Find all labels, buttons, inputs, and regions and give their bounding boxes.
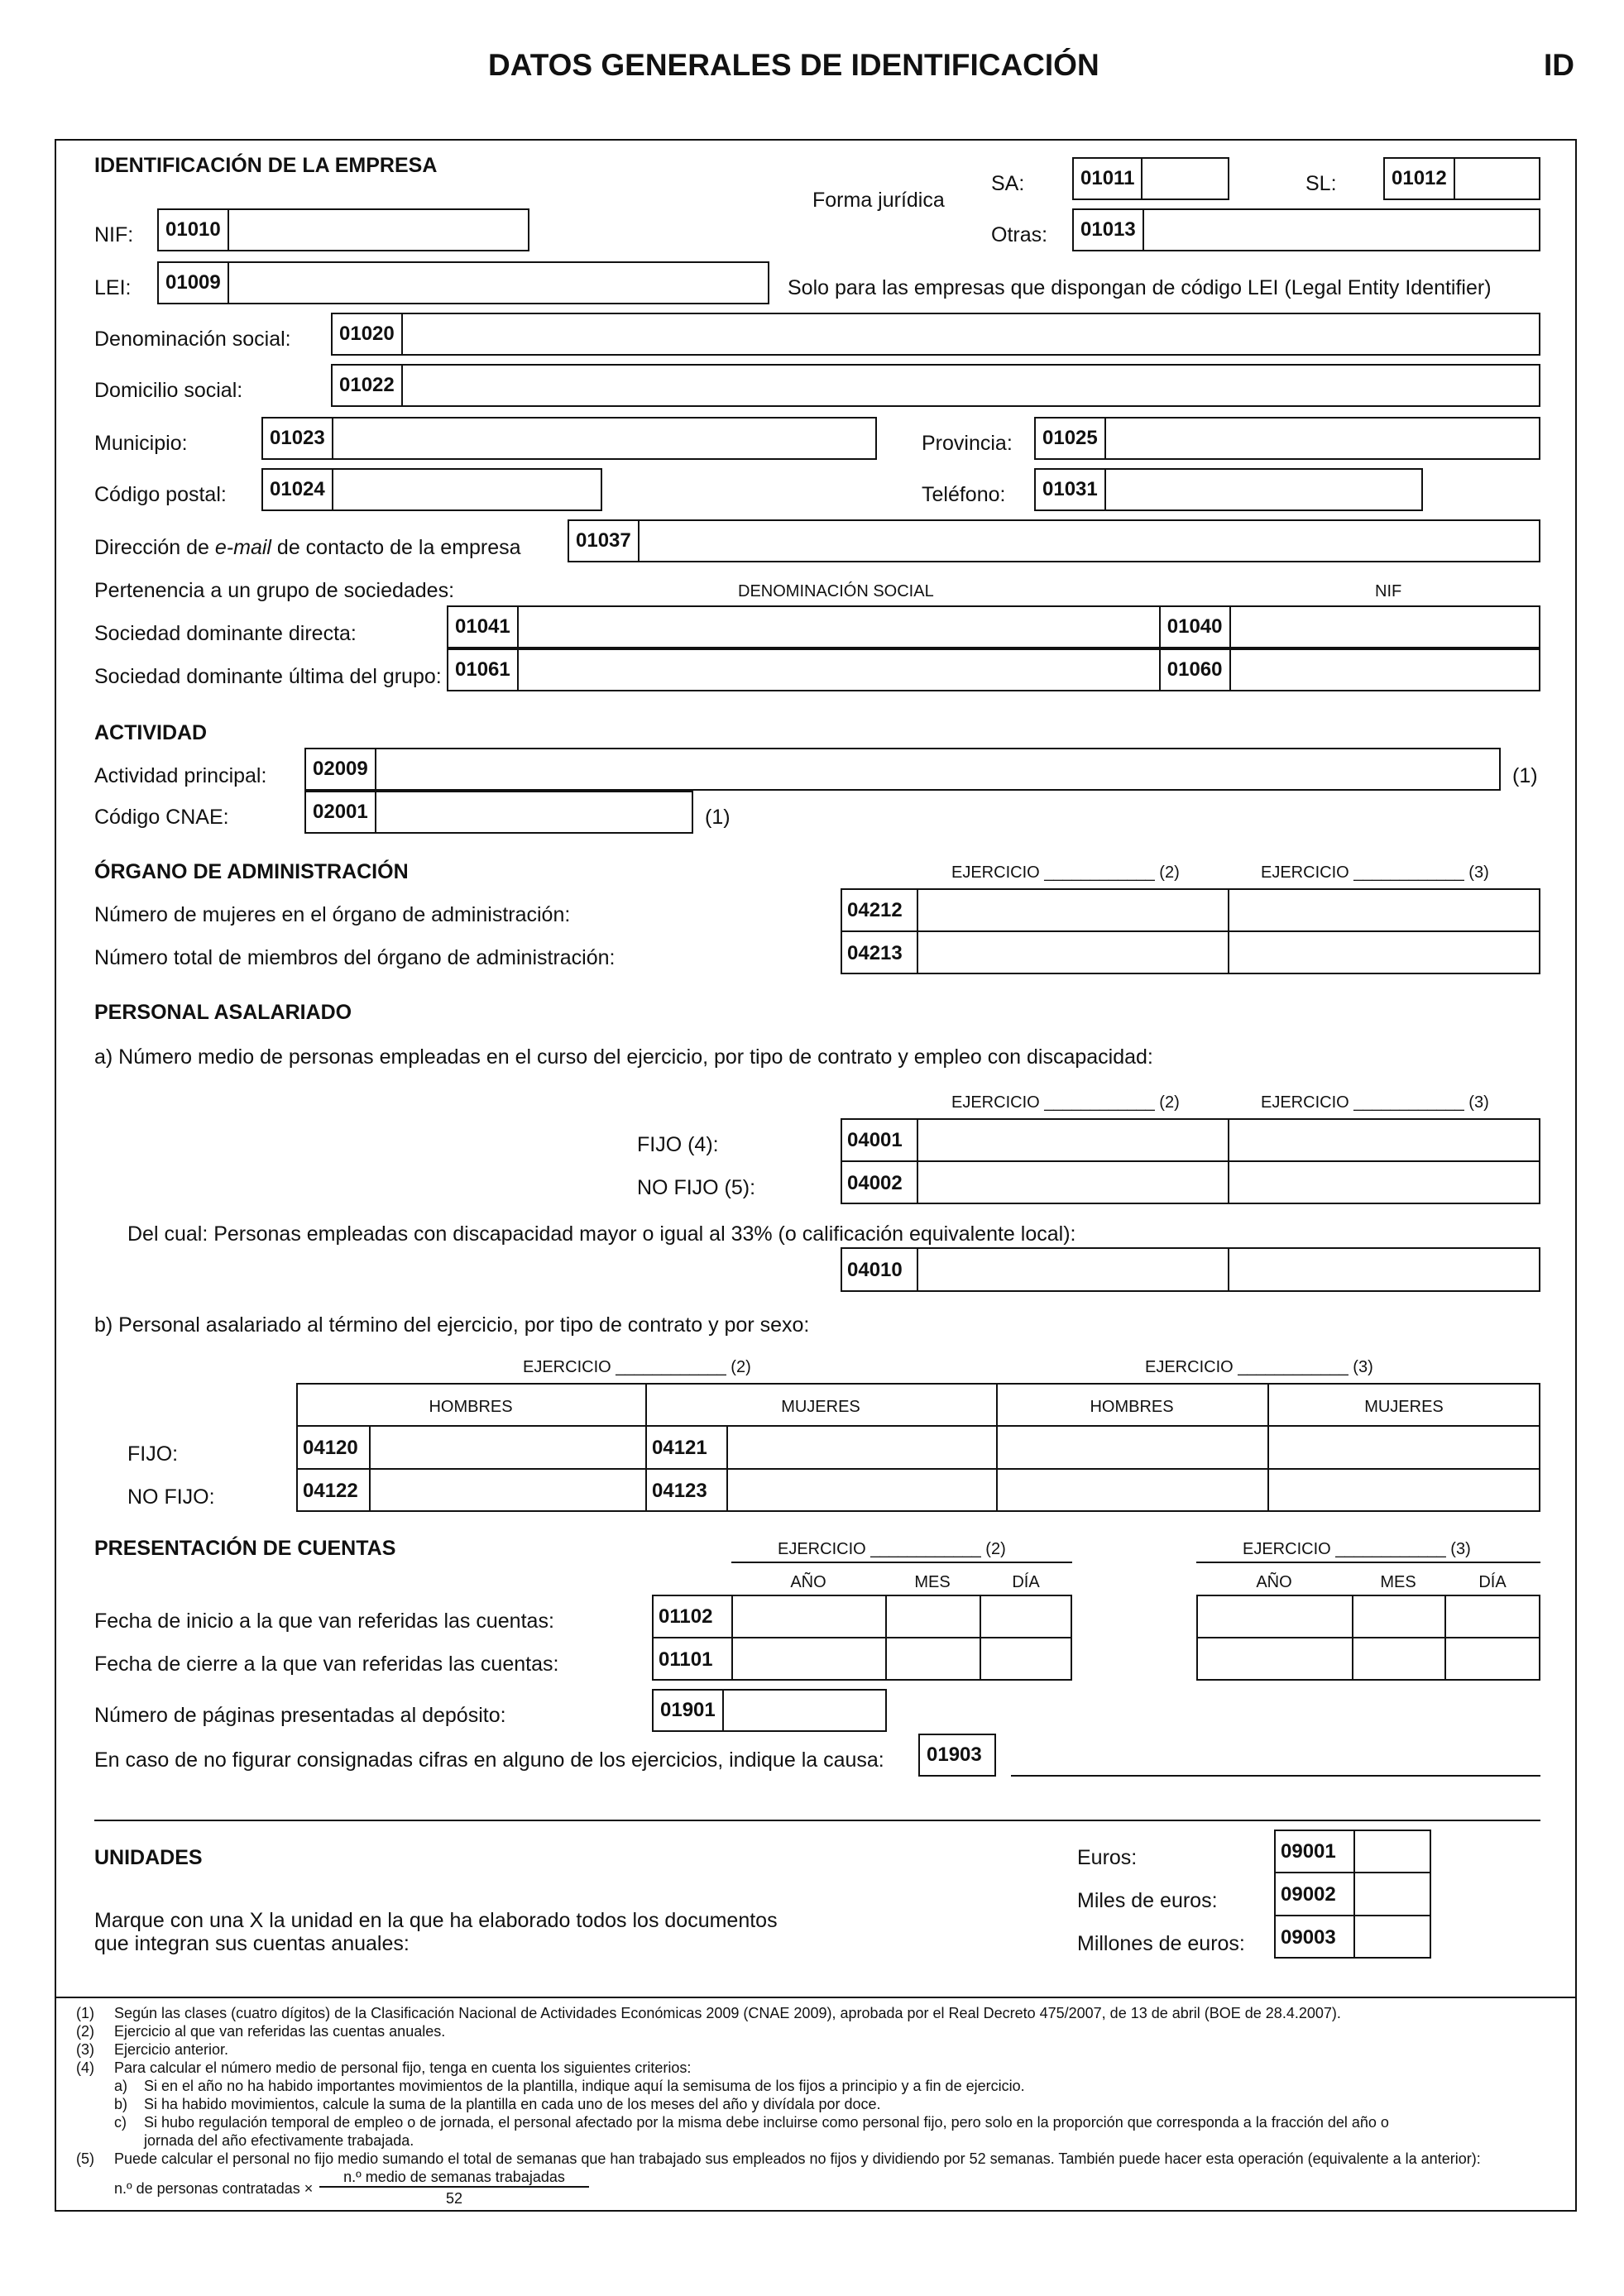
sa-label: SA: [991,172,1025,195]
provincia-field[interactable] [1034,417,1540,460]
inicio-mes-ej2-input[interactable] [887,1596,980,1636]
personal-a-ejercicio-2: EJERCICIO ____________ (2) [951,1093,1180,1112]
ultima-denominacion-input[interactable] [519,650,1161,690]
directa-nif-input[interactable] [1231,607,1540,647]
actividad-principal-label: Actividad principal: [94,764,267,787]
nif-code: 01010 [159,210,229,250]
cierre-mes-ej3-input[interactable] [1353,1639,1444,1679]
millones-label: Millones de euros: [1077,1932,1245,1955]
organo-ejercicio-2: EJERCICIO ____________ (2) [951,863,1180,882]
fijo-hombres-ej2-input[interactable] [371,1428,645,1467]
inicio-dia-ej3-input[interactable] [1446,1596,1539,1636]
footnote-4: Para calcular el número medio de personal fijo, tenga en cuenta los siguientes criterios: [114,2059,692,2076]
ultima-code: 01061 [448,650,519,690]
col-mujeres-ej3: MUJERES [1364,1398,1444,1416]
organo-ejercicio-3: EJERCICIO ____________ (3) [1261,863,1489,882]
formula-numerator: n.º medio de semanas trabajadas [319,2169,589,2188]
col-hombres-ej3: HOMBRES [1090,1398,1174,1416]
inicio-anio-ej3-input[interactable] [1198,1596,1352,1636]
ultima-nif-input[interactable] [1231,650,1540,690]
b-nofijo-label: NO FIJO: [127,1485,215,1509]
footnote-5: Puede calcular el personal no fijo medio sumando el total de semanas que han trabajado sus empleados no fijos y dividiendo por 52 semanas. También puede hacer esta operación (equivalente a la anterior): [114,2150,1481,2167]
col-nif: NIF [1375,582,1402,600]
inicio-mes-ej3-input[interactable] [1353,1596,1444,1636]
cierre-dia-ej2-input[interactable] [981,1639,1072,1679]
nif-field[interactable] [157,208,529,251]
nofijo-ej3-input[interactable] [1229,1163,1539,1204]
page-title: DATOS GENERALES DE IDENTIFICACIÓN [488,48,1099,82]
organo-total-label: Número total de miembros del órgano de administración: [94,946,616,969]
email-label: Dirección de e-mail de contacto de la empresa [94,536,521,559]
forma-juridica-label: Forma jurídica [812,189,945,212]
fijo-mujeres-ej3-input[interactable] [1269,1428,1539,1467]
b-fijo-label: FIJO: [127,1442,179,1466]
footnote-2: Ejercicio al que van referidas las cuentas anuales. [114,2023,446,2040]
domicilio-field[interactable] [331,364,1540,407]
col-mes-ej2: MES [914,1573,951,1591]
denominacion-code: 01020 [333,314,403,354]
nif-label: NIF: [94,223,134,246]
cp-code: 01024 [263,470,333,509]
sl-label: SL: [1305,172,1337,195]
footnotes-divider [55,1997,1577,1998]
section-organo: ÓRGANO DE ADMINISTRACIÓN [94,860,409,883]
euros-label: Euros: [1077,1846,1138,1869]
cierre-anio-ej2-input[interactable] [733,1639,885,1679]
nofijo-ej2-input[interactable] [918,1163,1228,1204]
paginas-field[interactable] [652,1689,887,1732]
footnote-4a-num: a) [114,2078,128,2094]
inicio-anio-ej2-input[interactable] [733,1596,885,1636]
grupo-label: Pertenencia a un grupo de sociedades: [94,579,455,602]
personal-a-label: a) Número medio de personas empleadas en el curso del ejercicio, por tipo de contrato y empleo con discapacidad: [94,1045,1153,1069]
fecha-cierre-code: 01101 [659,1648,713,1671]
sa-code: 01011 [1074,159,1143,199]
unidades-instruccion-1: Marque con una X la unidad en la que ha elaborado todos los documentos [94,1909,778,1932]
fijo-mujeres-ej2-input[interactable] [728,1428,996,1467]
discapacidad-ej3-input[interactable] [1229,1249,1539,1290]
col-mujeres-ej2: MUJERES [781,1398,860,1416]
millones-checkbox[interactable] [1355,1917,1430,1957]
telefono-field[interactable] [1034,468,1423,511]
footnote-3: Ejercicio anterior. [114,2041,229,2058]
discapacidad-code: 04010 [847,1259,903,1281]
nofijo-mujeres-ej2-input[interactable] [728,1471,996,1510]
col-mes-ej3: MES [1380,1573,1416,1591]
euros-code: 09001 [1281,1840,1336,1863]
fijo-hombres-ej3-input[interactable] [998,1428,1267,1467]
provincia-code: 01025 [1036,419,1106,458]
organo-total-ej2-input[interactable] [918,933,1228,974]
section-actividad: ACTIVIDAD [94,721,208,744]
nofijo-code: 04002 [847,1172,903,1194]
directa-field[interactable] [447,605,1540,648]
section-unidades: UNIDADES [94,1846,203,1869]
footnote-4b-num: b) [114,2096,128,2112]
discapacidad-ej2-input[interactable] [918,1249,1228,1290]
footnote-4c-num: c) [114,2114,127,2131]
cierre-dia-ej3-input[interactable] [1446,1639,1539,1679]
unidades-instruccion-2: que integran sus cuentas anuales: [94,1932,410,1955]
fijo-ej3-input[interactable] [1229,1120,1539,1161]
lei-label: LEI: [94,276,132,299]
formula-denominator: 52 [445,2190,463,2207]
causa-label: En caso de no figurar consignadas cifras en alguno de los ejercicios, indique la causa: [94,1748,884,1772]
fecha-cierre-label: Fecha de cierre a la que van referidas las cuentas: [94,1653,559,1676]
actividad-principal-code: 02009 [306,749,376,789]
miles-code: 09002 [1281,1883,1336,1906]
euros-checkbox[interactable] [1355,1831,1430,1871]
col-anio-ej2: AÑO [790,1573,826,1591]
code-04121: 04121 [652,1437,707,1459]
fijo-code: 04001 [847,1129,903,1151]
form-code: ID [1544,48,1574,82]
formula-prefix: n.º de personas contratadas × [114,2180,314,2197]
personal-a-ejercicio-3: EJERCICIO ____________ (3) [1261,1093,1489,1112]
nofijo-mujeres-ej3-input[interactable] [1269,1471,1539,1510]
denominacion-label: Denominación social: [94,328,291,351]
footnote-4c-line2: jornada del año efectivamente trabajada. [144,2132,414,2149]
personal-b-label: b) Personal asalariado al término del ejercicio, por tipo de contrato y por sexo: [94,1313,810,1337]
cierre-mes-ej2-input[interactable] [887,1639,980,1679]
email-field[interactable] [568,519,1540,562]
cp-label: Código postal: [94,483,227,506]
cuentas-ejercicio-3: EJERCICIO ____________ (3) [1243,1540,1471,1558]
ultima-label: Sociedad dominante última del grupo: [94,665,442,688]
col-denominacion: DENOMINACIÓN SOCIAL [738,582,934,600]
code-04120: 04120 [303,1437,358,1459]
lei-code: 01009 [159,263,229,303]
lei-note: Solo para las empresas que dispongan de código LEI (Legal Entity Identifier) [788,276,1492,299]
municipio-code: 01023 [263,419,333,458]
footnote-3-num: (3) [76,2041,94,2058]
email-code: 01037 [569,521,640,561]
domicilio-code: 01022 [333,366,403,405]
personal-b-ejercicio-2: EJERCICIO ____________ (2) [523,1358,751,1376]
ultima-field[interactable] [447,648,1540,691]
cnae-field[interactable] [304,791,693,834]
sl-code: 01012 [1385,159,1455,199]
sa-field[interactable] [1072,157,1229,200]
municipio-label: Municipio: [94,432,188,455]
otras-label: Otras: [991,223,1048,246]
col-anio-ej3: AÑO [1256,1573,1292,1591]
personal-b-ejercicio-3: EJERCICIO ____________ (3) [1145,1358,1373,1376]
fecha-inicio-code: 01102 [659,1605,713,1628]
directa-nif-code: 01040 [1161,607,1231,647]
footnote-4-num: (4) [76,2059,94,2076]
ultima-nif-code: 01060 [1161,650,1231,690]
lei-field[interactable] [157,261,769,304]
discapacidad-label: Del cual: Personas empleadas con discapacidad mayor o igual al 33% (o calificación equivalente local): [127,1222,1076,1246]
actividad-principal-field[interactable] [304,748,1501,791]
causa-code: 01903 [918,1734,996,1777]
inicio-dia-ej2-input[interactable] [981,1596,1072,1636]
footnote-4a: Si en el año no ha habido importantes movimientos de la plantilla, indique aquí la semisuma de los fijos a principio y a fin de ejercicio. [144,2078,1025,2094]
directa-code: 01041 [448,607,519,647]
section-cuentas: PRESENTACIÓN DE CUENTAS [94,1537,396,1560]
fecha-inicio-label: Fecha de inicio a la que van referidas las cuentas: [94,1610,554,1633]
otras-field[interactable] [1072,208,1540,251]
fijo-label: FIJO (4): [637,1133,719,1156]
footnote-1: Según las clases (cuatro dígitos) de la Clasificación Nacional de Actividades Económicas 2009 (CNAE 2009), aprobada por el Real Decreto 475/2007, de 13 de abril (BOE de 28.4.2007). [114,2005,1341,2021]
footnote-1-num: (1) [76,2005,94,2021]
telefono-code: 01031 [1036,470,1106,509]
organo-mujeres-ej2-input[interactable] [918,890,1228,931]
code-04122: 04122 [303,1480,358,1502]
organo-total-ej3-input[interactable] [1229,933,1539,974]
cierre-anio-ej3-input[interactable] [1198,1639,1352,1679]
cp-field[interactable] [261,468,602,511]
organo-mujeres-label: Número de mujeres en el órgano de administración: [94,903,571,926]
actividad-note: (1) [1512,764,1538,787]
organo-mujeres-ej3-input[interactable] [1229,890,1539,931]
directa-denominacion-input[interactable] [519,607,1161,647]
cnae-note: (1) [705,806,731,829]
cnae-code: 02001 [306,792,376,832]
code-04123: 04123 [652,1480,707,1502]
footnote-5-num: (5) [76,2150,94,2167]
section-identificacion: IDENTIFICACIÓN DE LA EMPRESA [94,154,438,177]
organo-mujeres-code: 04212 [847,899,903,921]
footnote-2-num: (2) [76,2023,94,2040]
directa-label: Sociedad dominante directa: [94,622,357,645]
footnote-4c-line1: Si hubo regulación temporal de empleo o de jornada, el personal afectado por la misma debe incluirse como personal fijo, pero solo en la proporción que corresponda a la fracción del año o [144,2114,1389,2131]
col-dia-ej2: DÍA [1012,1573,1040,1591]
cnae-label: Código CNAE: [94,806,229,829]
nofijo-label: NO FIJO (5): [637,1176,756,1199]
denominacion-field[interactable] [331,313,1540,356]
fijo-ej2-input[interactable] [918,1120,1228,1161]
miles-checkbox[interactable] [1355,1874,1430,1914]
col-hombres-ej2: HOMBRES [429,1398,513,1416]
organo-total-code: 04213 [847,942,903,964]
paginas-code: 01901 [654,1691,724,1730]
separator [94,1820,1540,1821]
cuentas-ejercicio-2: EJERCICIO ____________ (2) [778,1540,1006,1558]
provincia-label: Provincia: [922,432,1013,455]
millones-code: 09003 [1281,1926,1336,1949]
otras-code: 01013 [1074,210,1144,250]
nofijo-hombres-ej3-input[interactable] [998,1471,1267,1510]
causa-input-line[interactable] [1011,1775,1540,1777]
municipio-field[interactable] [261,417,877,460]
col-dia-ej3: DÍA [1478,1573,1507,1591]
domicilio-label: Domicilio social: [94,379,243,402]
section-personal: PERSONAL ASALARIADO [94,1001,352,1024]
miles-label: Miles de euros: [1077,1889,1218,1912]
nofijo-hombres-ej2-input[interactable] [371,1471,645,1510]
footnote-4b: Si ha habido movimientos, calcule la suma de la plantilla en cada uno de los meses del año y divídala por doce. [144,2096,881,2112]
sl-field[interactable] [1383,157,1540,200]
paginas-label: Número de páginas presentadas al depósito: [94,1704,506,1727]
telefono-label: Teléfono: [922,483,1006,506]
